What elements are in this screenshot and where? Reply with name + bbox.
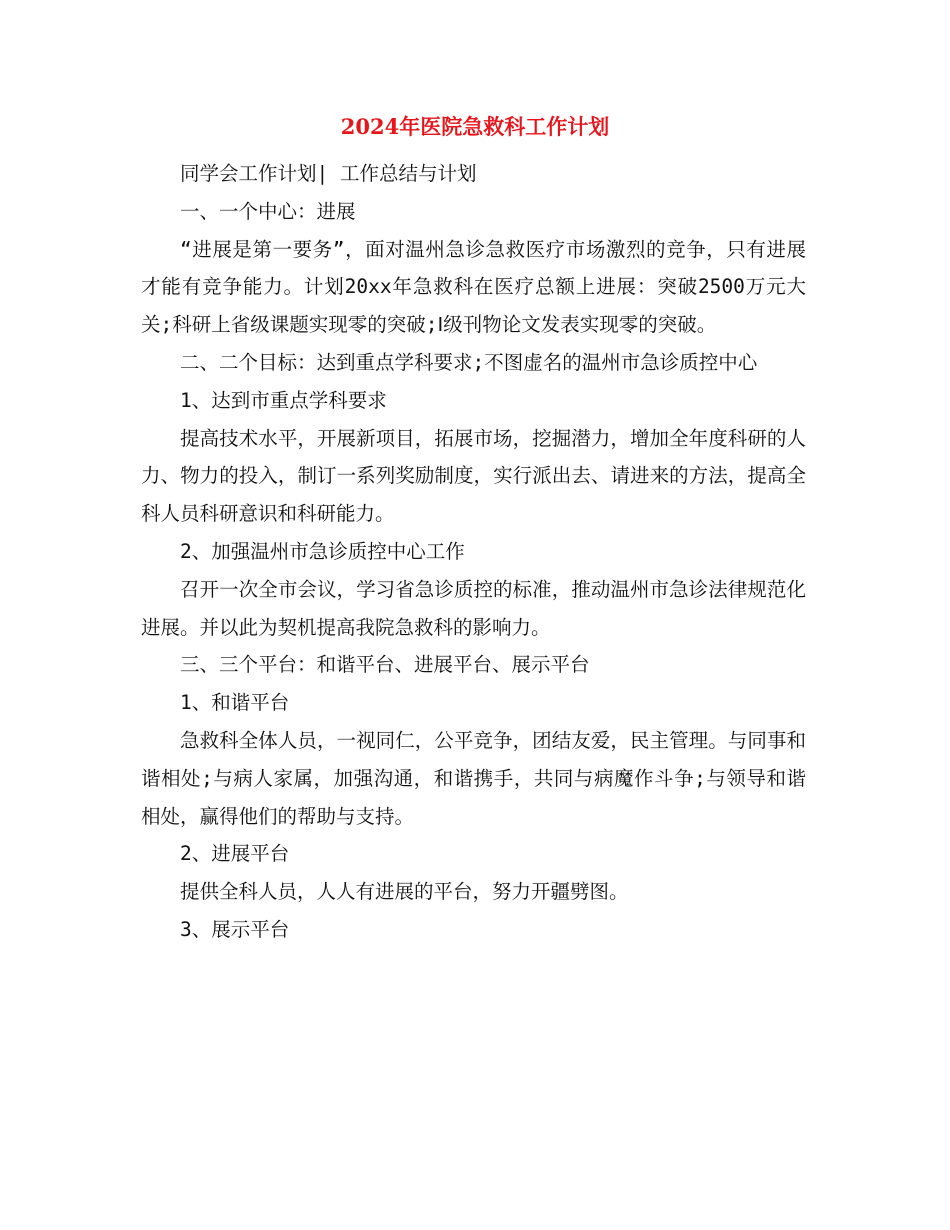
paragraph: 提供全科人员，人人有进展的平台，努力开疆劈图。 bbox=[180, 880, 629, 904]
subheading: 1、和谐平台 bbox=[180, 691, 290, 715]
document-body bbox=[141, 155, 806, 949]
section-heading-2: 二、二个目标：达到重点学科要求;不图虚名的温州市急诊质控中心 bbox=[180, 350, 758, 374]
subheading: 2、加强温州市急诊质控中心工作 bbox=[180, 539, 465, 563]
paragraph: 急救科全体人员，一视同仁，公平竞争，团结友爱，民主管理。与同事和谐相处;与病人家属，加强沟通，和谐携手，共同与病魔作斗争;与领导和谐相处，赢得他们的帮助与支持。 bbox=[141, 728, 806, 828]
paragraph: 召开一次全市会议，学习省急诊质控的标准，推动温州市急诊法律规范化进展。并以此为契机提高我院急救科的影响力。 bbox=[141, 577, 806, 639]
subheading: 3、展示平台 bbox=[180, 917, 290, 941]
paragraph: “进展是第一要务”，面对温州急诊急救医疗市场激烈的竞争，只有进展才能有竞争能力。计划20xx年急救科在医疗总额上进展：突破2500万元大关;科研上省级课题实现零的突破;Ⅰ级刊物论文发表实现零的突破。 bbox=[141, 237, 806, 337]
paragraph: 提高技术水平，开展新项目，拓展市场，挖掘潜力，增加全年度科研的人力、物力的投入，制订一系列奖励制度，实行派出去、请进来的方法，提高全科人员科研意识和科研能力。 bbox=[141, 426, 806, 526]
section-heading-1: 一、一个中心：进展 bbox=[180, 199, 356, 223]
subtitle-line: 同学会工作计划| 工作总结与计划 bbox=[180, 162, 477, 185]
document-title: 2024年医院急救科工作计划 bbox=[340, 114, 610, 139]
section-heading-3: 三、三个平台：和谐平台、进展平台、展示平台 bbox=[180, 653, 590, 677]
subheading: 2、进展平台 bbox=[180, 842, 290, 866]
subheading: 1、达到市重点学科要求 bbox=[180, 388, 387, 412]
